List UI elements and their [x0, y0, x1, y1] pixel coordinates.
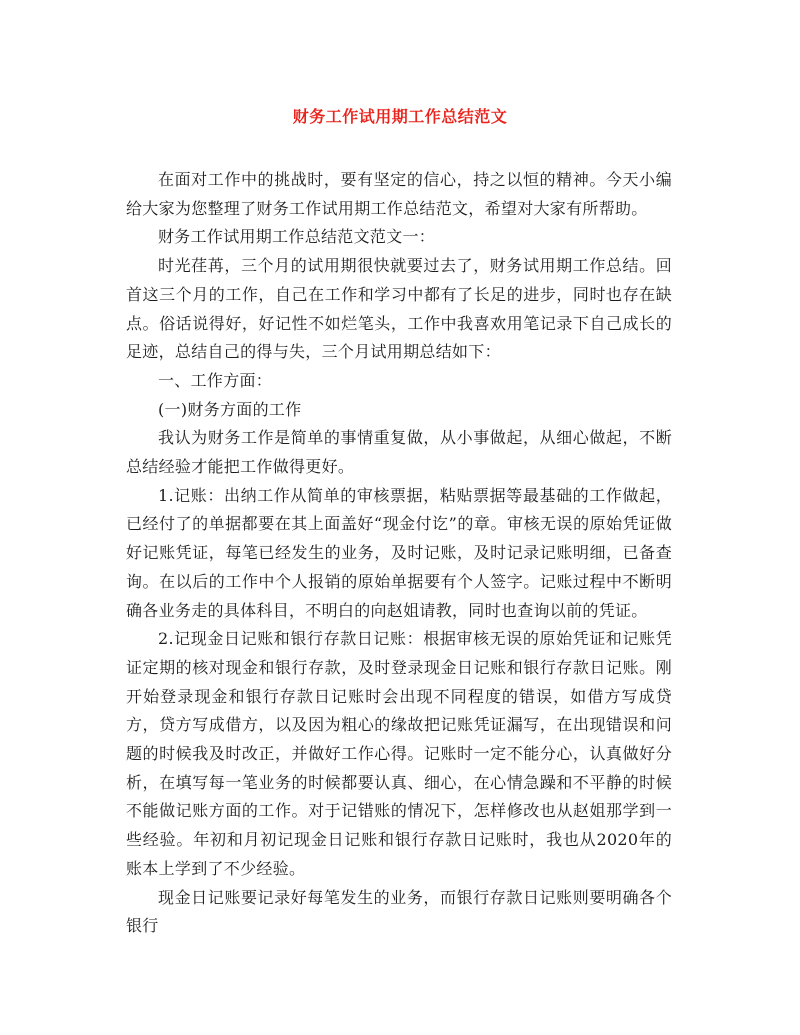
- section-heading-work: 一、工作方面：: [158, 370, 273, 390]
- paragraph-bookkeeping: 1.记账：出纳工作从简单的审核票据，粘贴票据等最基础的工作做起，已经付了的单据都要在其上面盖好“现金付讫”的章。审核无误的原始凭证做好记账凭证，每笔已经发生的业务，及时记账，及时记录记账明细，已备查询。在以后的工作中个人报销的原始单据要有个人签字。记账过程中不断明确各业务走的具体科目，不明白的向赵姐请教，同时也查询以前的凭证。: [126, 485, 672, 620]
- document-title: 财务工作试用期工作总结范文: [292, 107, 508, 126]
- paragraph-intro: 在面对工作中的挑战时，要有坚定的信心，持之以恒的精神。今天小编给大家为您整理了财务工作试用期工作总结范文，希望对大家有所帮助。: [126, 170, 672, 218]
- subsection-heading-finance: (一)财务方面的工作: [158, 399, 302, 419]
- paragraph-finance-view: 我认为财务工作是简单的事情重复做，从小事做起，从细心做起，不断总结经验才能把工作做得更好。: [126, 428, 672, 477]
- paragraph-sample-heading: 财务工作试用期工作总结范文范文一：: [158, 227, 436, 247]
- paragraph-cash-journal: 2.记现金日记账和银行存款日记账：根据审核无误的原始凭证和记账凭证定期的核对现金和银行存款，及时登录现金日记账和银行存款日记账。刚开始登录现金和银行存款日记账时会出现不同程度的错误，如借方写成贷方，贷方写成借方，以及因为粗心的缘故把记账凭证漏写，在出现错误和问题的时候我及时改正，并做好工作心得。记账时一定不能分心，认真做好分析，在填写每一笔业务的时候都要认真、细心，在心情急躁和不平静的时候不能做记账方面的工作。对于记错账的情况下，怎样修改也从赵姐那学到一些经验。年初和月初记现金日记账和银行存款日记账时，我也从2020年的账本上学到了不少经验。: [126, 629, 672, 878]
- document-body: [126, 166, 672, 941]
- paragraph-opening: 时光荏苒，三个月的试用期很快就要过去了，财务试用期工作总结。回首这三个月的工作，自己在工作和学习中都有了长足的进步，同时也存在缺点。俗话说得好，好记性不如烂笔头，工作中我喜欢用笔记录下自己成长的足迹，总结自己的得与失，三个月试用期总结如下：: [126, 256, 672, 362]
- paragraph-cash-vs-bank: 现金日记账要记录好每笔发生的业务，而银行存款日记账则要明确各个银行: [126, 887, 672, 936]
